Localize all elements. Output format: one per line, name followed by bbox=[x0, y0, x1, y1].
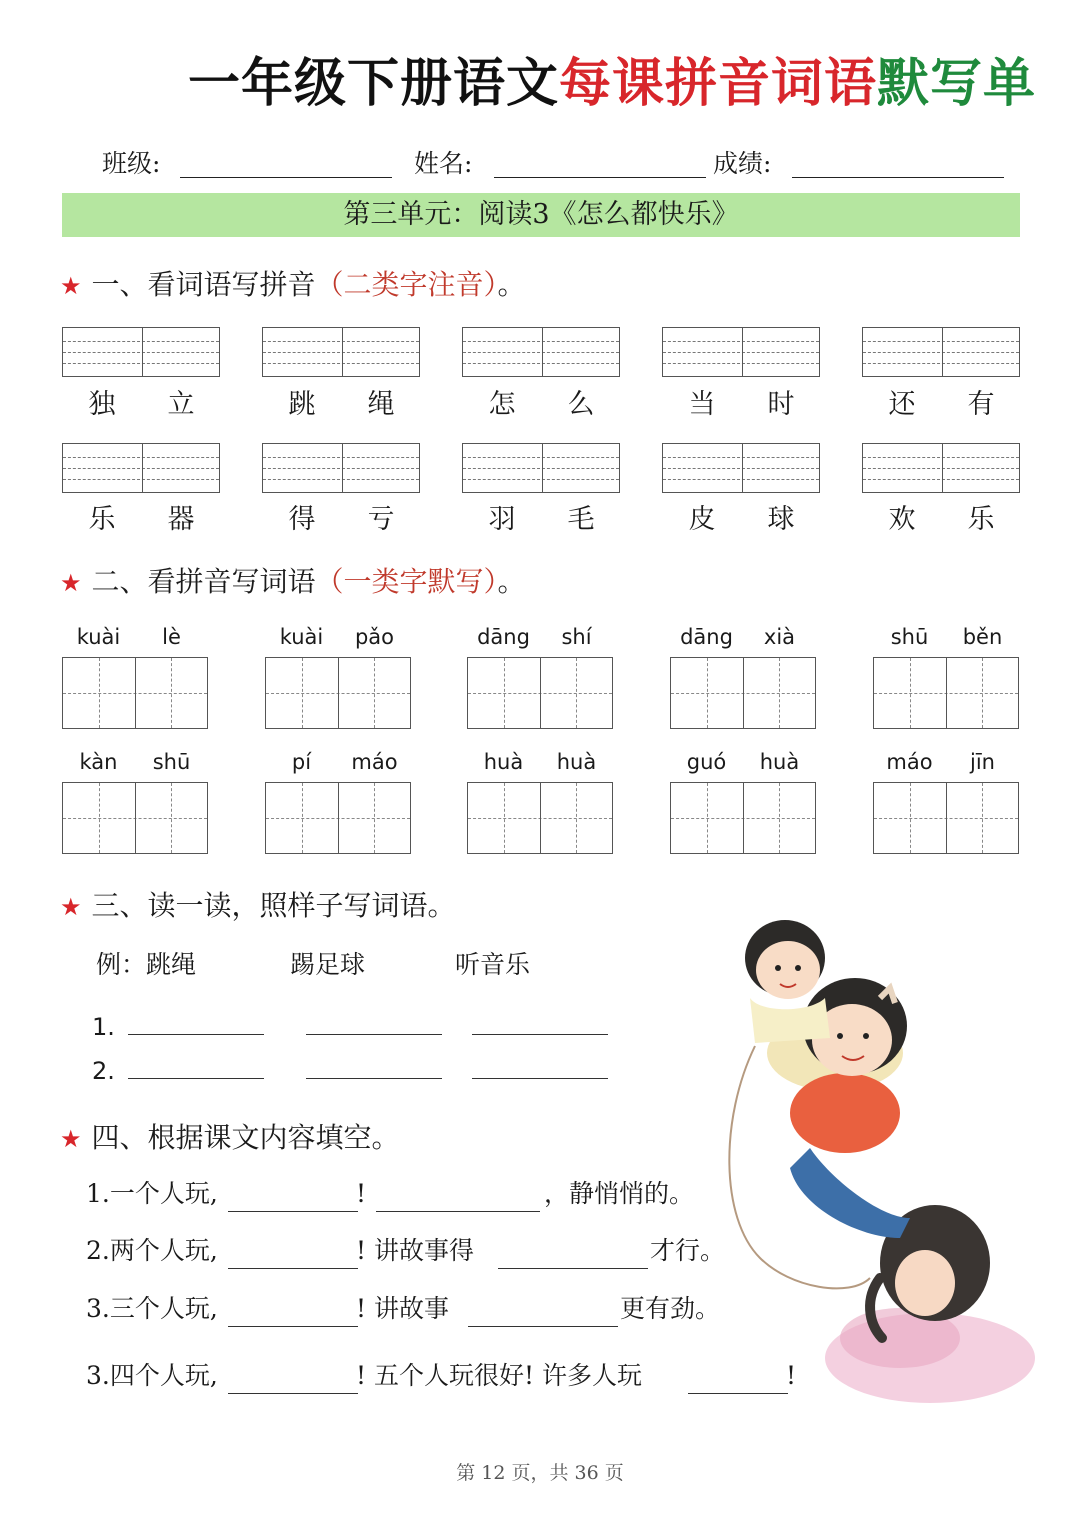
blank[interactable] bbox=[498, 1268, 648, 1269]
section1-end: 。 bbox=[497, 268, 526, 301]
section4-title: 四、根据课文内容填空。 bbox=[91, 1121, 400, 1154]
word-character: 跳 bbox=[288, 389, 316, 420]
pinyin-writing-box[interactable] bbox=[462, 443, 620, 493]
tianzige-writing-box[interactable] bbox=[265, 657, 411, 729]
pinyin-writing-box[interactable] bbox=[262, 443, 420, 493]
fill-line-4-start: 3.四个人玩, bbox=[86, 1361, 218, 1390]
answer-line[interactable] bbox=[306, 1078, 442, 1079]
section3-title: 三、读一读，照样子写词语。 bbox=[91, 889, 456, 922]
page-title bbox=[188, 52, 1036, 116]
class-label: 班级: bbox=[102, 149, 161, 178]
fill-line-1-start: 1.一个人玩, bbox=[86, 1179, 218, 1208]
pinyin-writing-box[interactable] bbox=[262, 327, 420, 377]
fill-line-1-end: ，静悄悄的。 bbox=[544, 1179, 695, 1208]
example-label: 例：跳绳 bbox=[96, 950, 197, 979]
fill-line-3-mid: ! 讲故事 bbox=[356, 1294, 449, 1323]
blank[interactable] bbox=[228, 1393, 358, 1394]
title-part1: 一年级下册语文 bbox=[188, 53, 560, 114]
title-part3: 默写单 bbox=[877, 53, 1037, 114]
pinyin-syllable: shū bbox=[890, 625, 929, 649]
pinyin-syllable: guó bbox=[686, 750, 727, 774]
example-word-3: 听音乐 bbox=[455, 950, 531, 979]
pinyin-writing-box[interactable] bbox=[862, 443, 1020, 493]
word-character: 绳 bbox=[367, 389, 395, 420]
word-character: 么 bbox=[567, 389, 595, 420]
section4-header bbox=[60, 1118, 400, 1159]
pinyin-syllable: kuài bbox=[279, 625, 324, 649]
word-character: 欢 bbox=[888, 504, 916, 535]
word-character: 毛 bbox=[567, 504, 595, 535]
pinyin-writing-box[interactable] bbox=[62, 443, 220, 493]
word-character: 当 bbox=[688, 389, 716, 420]
class-field[interactable] bbox=[180, 177, 392, 178]
word-character: 还 bbox=[888, 389, 916, 420]
pinyin-syllable: kàn bbox=[79, 750, 118, 774]
pinyin-syllable: máo bbox=[886, 750, 933, 774]
answer-line[interactable] bbox=[472, 1034, 608, 1035]
children-illustration bbox=[700, 918, 1060, 1418]
tianzige-writing-box[interactable] bbox=[62, 782, 208, 854]
pinyin-syllable: huà bbox=[483, 750, 524, 774]
word-character: 时 bbox=[767, 389, 795, 420]
example-word-2: 踢足球 bbox=[290, 950, 366, 979]
blank[interactable] bbox=[228, 1268, 358, 1269]
answer-line[interactable] bbox=[306, 1034, 442, 1035]
tianzige-writing-box[interactable] bbox=[670, 657, 816, 729]
blank[interactable] bbox=[228, 1326, 358, 1327]
section2-header bbox=[60, 562, 526, 603]
pinyin-syllable: huà bbox=[556, 750, 597, 774]
star-icon: ★ bbox=[60, 272, 82, 300]
section2-title: 二、看拼音写词语 bbox=[91, 565, 316, 598]
title-part2: 每课拼音词语 bbox=[559, 53, 878, 114]
pinyin-syllable: máo bbox=[351, 750, 398, 774]
blank[interactable] bbox=[228, 1211, 358, 1212]
pinyin-writing-box[interactable] bbox=[662, 327, 820, 377]
fill-line-2-mid: ! 讲故事得 bbox=[356, 1236, 474, 1265]
pinyin-syllable: pí bbox=[291, 750, 312, 774]
section1-title: 一、看词语写拼音 bbox=[91, 268, 316, 301]
row-number-2: 2. bbox=[92, 1057, 115, 1085]
tianzige-writing-box[interactable] bbox=[467, 657, 613, 729]
tianzige-writing-box[interactable] bbox=[467, 782, 613, 854]
fill-line-1-mid: ! bbox=[356, 1179, 367, 1208]
fill-line-3-end: 更有劲。 bbox=[620, 1294, 721, 1323]
blank[interactable] bbox=[376, 1211, 540, 1212]
pinyin-writing-box[interactable] bbox=[62, 327, 220, 377]
pinyin-syllable: dāng bbox=[680, 625, 733, 649]
tianzige-writing-box[interactable] bbox=[873, 657, 1019, 729]
tianzige-writing-box[interactable] bbox=[62, 657, 208, 729]
tianzige-writing-box[interactable] bbox=[265, 782, 411, 854]
pinyin-syllable: xià bbox=[763, 625, 796, 649]
star-icon: ★ bbox=[60, 1125, 82, 1153]
answer-line[interactable] bbox=[472, 1078, 608, 1079]
word-character: 得 bbox=[288, 504, 316, 535]
word-character: 有 bbox=[967, 389, 995, 420]
score-label: 成绩: bbox=[713, 149, 772, 178]
pinyin-syllable: huà bbox=[759, 750, 800, 774]
pinyin-syllable: pǎo bbox=[354, 625, 395, 649]
word-character: 乐 bbox=[967, 504, 995, 535]
word-character: 皮 bbox=[688, 504, 716, 535]
pinyin-writing-box[interactable] bbox=[862, 327, 1020, 377]
star-icon: ★ bbox=[60, 893, 82, 921]
fill-line-4-end: ! bbox=[786, 1361, 797, 1390]
word-character: 器 bbox=[167, 504, 195, 535]
fill-line-2-end: 才行。 bbox=[650, 1236, 726, 1265]
tianzige-writing-box[interactable] bbox=[670, 782, 816, 854]
section2-end: 。 bbox=[497, 565, 526, 598]
pinyin-writing-box[interactable] bbox=[462, 327, 620, 377]
name-field[interactable] bbox=[494, 177, 706, 178]
pinyin-syllable: běn bbox=[962, 625, 1003, 649]
section1-note: （二类字注音） bbox=[315, 268, 498, 301]
word-character: 怎 bbox=[488, 389, 516, 420]
pinyin-syllable: shí bbox=[561, 625, 592, 649]
word-character: 羽 bbox=[488, 504, 516, 535]
star-icon: ★ bbox=[60, 569, 82, 597]
tianzige-writing-box[interactable] bbox=[873, 782, 1019, 854]
word-character: 立 bbox=[167, 389, 195, 420]
pinyin-syllable: dāng bbox=[477, 625, 530, 649]
fill-line-2-start: 2.两个人玩, bbox=[86, 1236, 218, 1265]
word-character: 独 bbox=[88, 389, 116, 420]
word-character: 亏 bbox=[367, 504, 395, 535]
row-number-1: 1. bbox=[92, 1013, 115, 1041]
section2-note: （一类字默写） bbox=[315, 565, 498, 598]
word-character: 球 bbox=[767, 504, 795, 535]
word-character: 乐 bbox=[88, 504, 116, 535]
pinyin-syllable: kuài bbox=[76, 625, 121, 649]
pinyin-syllable: lè bbox=[162, 625, 181, 649]
unit-title: 第三单元：阅读3《怎么都快乐》 bbox=[343, 199, 739, 230]
answer-line[interactable] bbox=[128, 1078, 264, 1079]
pinyin-writing-box[interactable] bbox=[662, 443, 820, 493]
pinyin-syllable: jīn bbox=[970, 750, 995, 774]
pinyin-syllable: shū bbox=[152, 750, 191, 774]
score-field[interactable] bbox=[792, 177, 1004, 178]
name-label: 姓名: bbox=[414, 149, 473, 178]
blank[interactable] bbox=[468, 1326, 618, 1327]
page-footer: 第 12 页，共 36 页 bbox=[456, 1462, 624, 1484]
section1-header bbox=[60, 265, 526, 306]
section3-header bbox=[60, 886, 456, 927]
fill-line-4-mid: ! 五个人玩很好! 许多人玩 bbox=[356, 1361, 642, 1390]
answer-line[interactable] bbox=[128, 1034, 264, 1035]
fill-line-3-start: 3.三个人玩, bbox=[86, 1294, 218, 1323]
